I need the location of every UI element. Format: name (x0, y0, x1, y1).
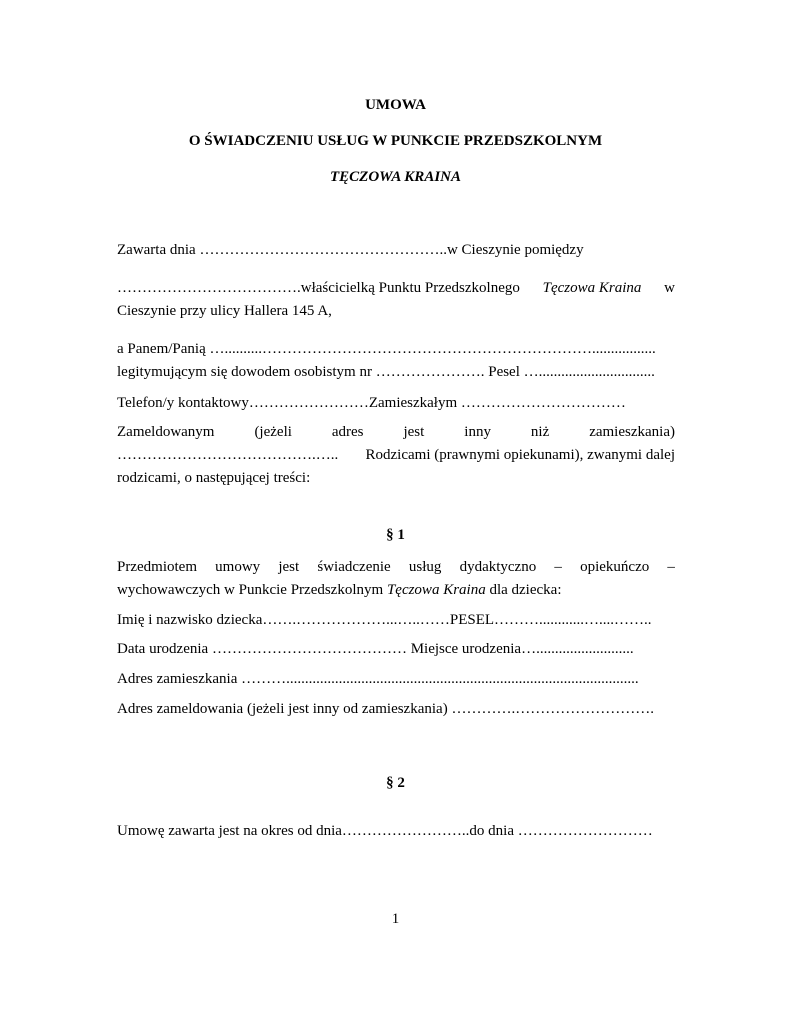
child-text-b: dla dziecka: (489, 582, 562, 598)
section2-period-line: Umowę zawarta jest na okres od dnia……………………..do dnia ……………………… (117, 823, 653, 839)
subject-word: – (554, 559, 562, 575)
section1-heading: § 1 (386, 527, 405, 543)
document-title: UMOWA (365, 97, 426, 113)
page-number: 1 (391, 911, 400, 927)
document-subtitle: O ŚWIADCZENIU USŁUG W PUNKCIE PRZEDSZKOLNYM (188, 133, 603, 149)
child-birth-line: Data urodzenia ………………………………… Miejsce urodzenia….......................... (117, 641, 634, 657)
child-address-line: Adres zamieszkania ……….............................................................................................. (117, 671, 639, 687)
subject-word: dydaktyczno (459, 559, 537, 575)
parent-content-line: rodzicami, o następującej treści: (117, 470, 311, 486)
reg-word: niż (530, 424, 550, 440)
subject-word: świadczenie (317, 559, 391, 575)
parent-guardians-line (117, 444, 675, 466)
parent-registered-line (117, 421, 675, 443)
child-registered-address-line: Adres zameldowania (jeżeli jest inny od zamieszkania) ………….………………………. (117, 701, 654, 717)
reg-word: inny (464, 424, 491, 440)
subject-word: Przedmiotem (117, 559, 197, 575)
reg-word: zamieszkania) (589, 424, 675, 440)
section1-child-line (117, 579, 675, 601)
guardians-text: Rodzicami (prawnymi opiekunami), zwanymi dalej (365, 447, 675, 463)
section1-subject-line (117, 556, 675, 578)
subject-word: opiekuńczo (580, 559, 650, 575)
subject-word: usług (408, 559, 442, 575)
preschool-name: TĘCZOWA KRAINA (329, 169, 461, 185)
section2-heading: § 2 (386, 775, 405, 791)
child-preschool-name: Tęczowa Kraina (386, 582, 486, 598)
reg-word: jest (403, 424, 425, 440)
intro-address-line: Cieszynie przy ulicy Hallera 145 A, (117, 303, 332, 319)
intro-owner-line (117, 277, 675, 299)
subject-word: – (667, 559, 675, 575)
reg-word: (jeżeli (254, 424, 292, 440)
child-name-line: Imię i nazwisko dziecka…….………………...…..……PESEL………............…....…….. (117, 612, 652, 628)
owner-preschool-name: Tęczowa Kraina (542, 280, 642, 296)
reg-dots: ………………………………….….. (117, 447, 339, 463)
subject-word: jest (278, 559, 300, 575)
intro-date-line: Zawarta dnia …………………………………………..w Cieszynie pomiędzy (117, 242, 584, 258)
reg-word: Zameldowanym (117, 424, 215, 440)
owner-text-a: ……………………………….właścicielką Punktu Przedszkolnego (117, 280, 520, 296)
subject-word: umowy (215, 559, 261, 575)
reg-word: adres (331, 424, 364, 440)
owner-text-b: w (664, 280, 675, 296)
parent-phone-line: Telefon/y kontaktowy……………………Zamieszkałym …………………………… (117, 395, 626, 411)
parent-id-line: legitymującym się dowodem osobistym nr …………………. Pesel …............................... (117, 364, 655, 380)
parent-name-line: a Panem/Panią …..........…………………………………………………………................. (117, 341, 656, 357)
child-text-a: wychowawczych w Punkcie Przedszkolnym (117, 582, 384, 598)
